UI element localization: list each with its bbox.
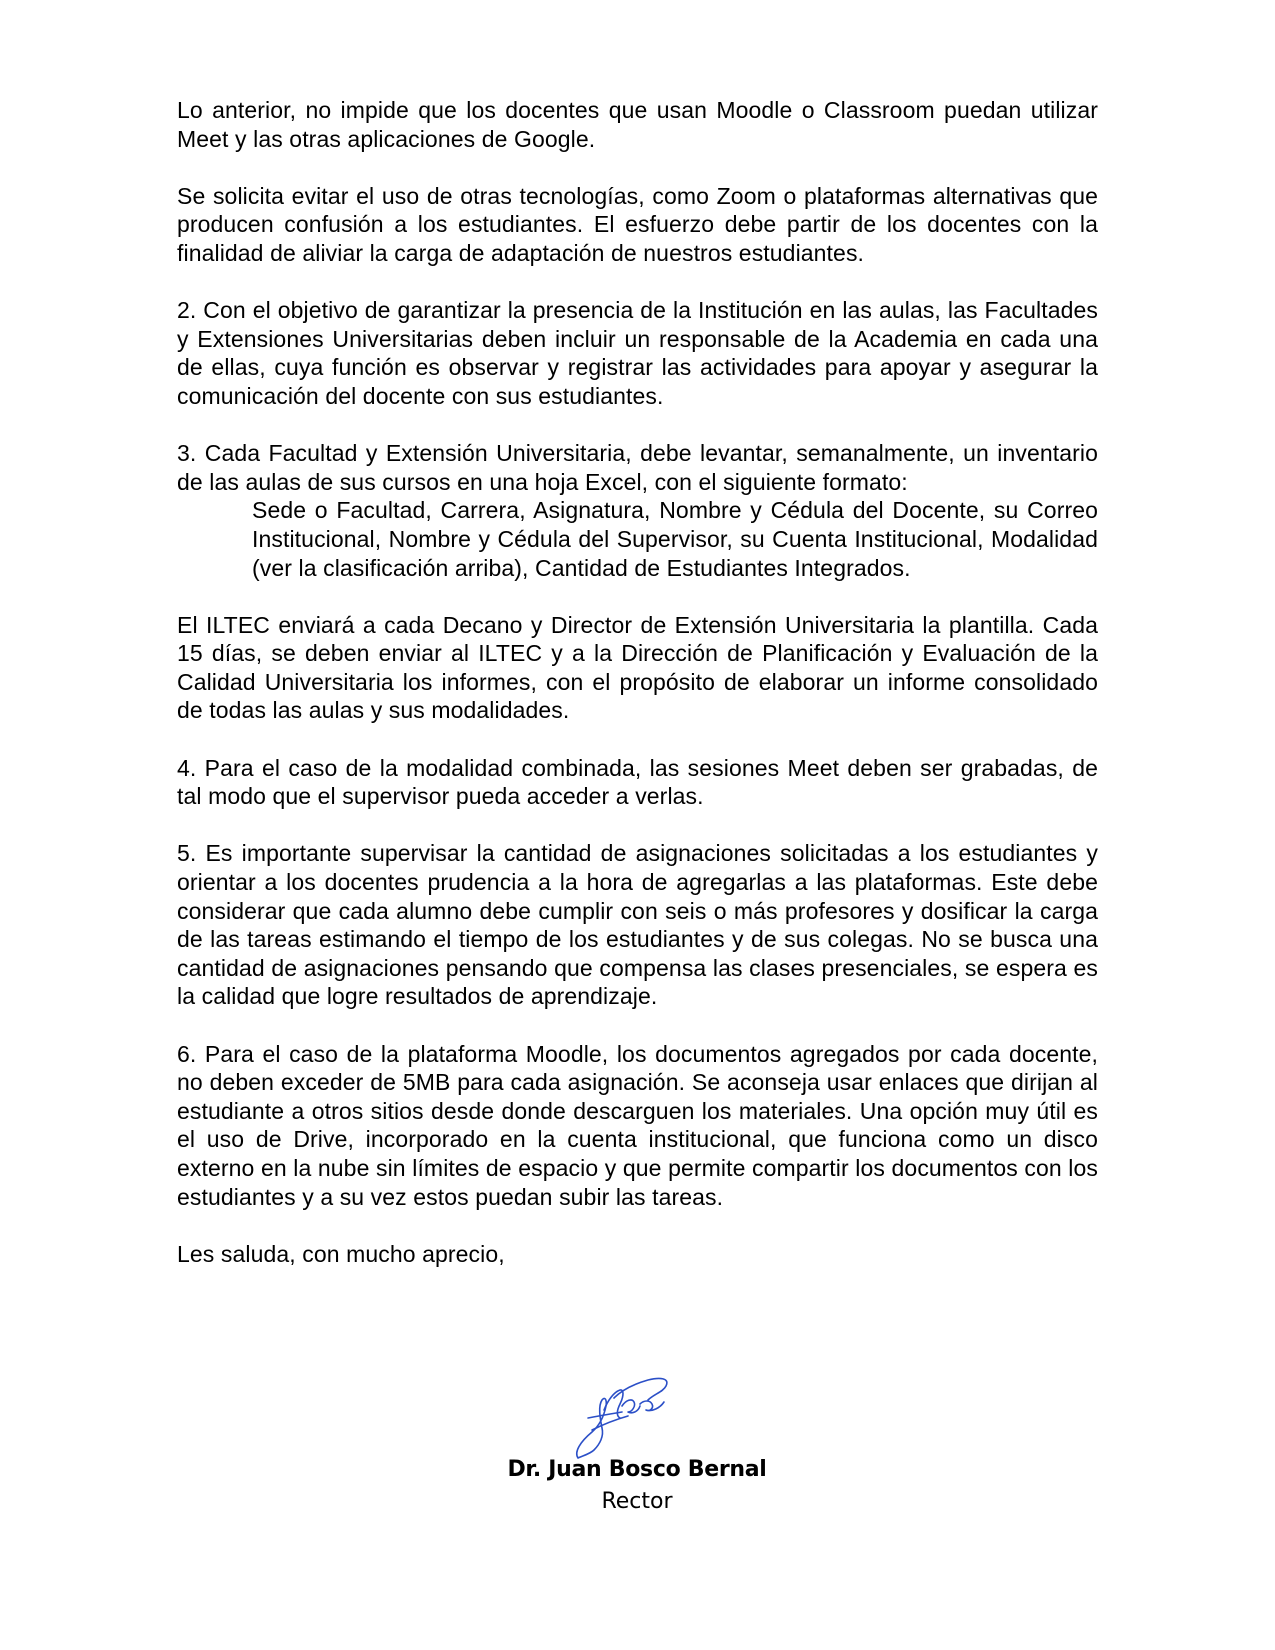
paragraph-point-4: 4. Para el caso de la modalidad combinada, las sesiones Meet deben ser grabadas, de tal modo que el supervisor pueda acceder a verlas. bbox=[177, 754, 1098, 810]
letter-body bbox=[177, 96, 1098, 1268]
paragraph-point-2: 2. Con el objetivo de garantizar la presencia de la Institución en las aulas, las Facultades y Extensiones Universitarias deben incluir un responsable de la Academia en cada una de ellas, cuya función es observar y registrar las actividades para apoyar y asegurar la comunicación del docente con sus estudiantes. bbox=[177, 297, 1098, 409]
paragraph-avoid-other-tech: Se solicita evitar el uso de otras tecnologías, como Zoom o plataformas alternativas que producen confusión a los estudiantes. El esfuerzo debe partir de los docentes con la finalidad de aliviar la carga de adaptación de nuestros estudiantes. bbox=[177, 182, 1098, 266]
signer-title: Rector bbox=[601, 1489, 673, 1514]
paragraph-point-3: 3. Cada Facultad y Extensión Universitaria, debe levantar, semanalmente, un inventario de las aulas de sus cursos en una hoja Excel, con el siguiente formato: bbox=[177, 440, 1098, 495]
closing-line: Les saluda, con mucho aprecio, bbox=[177, 1240, 505, 1267]
paragraph-point-6: 6. Para el caso de la plataforma Moodle, los documentos agregados por cada docente, no deben exceder de 5MB para cada asignación. Se aconseja usar enlaces que dirijan al estudiante a otros sitios desde donde descarguen los materiales. Una opción muy útil es el uso de Drive, incorporado en la cuenta institucional, que funciona como un disco externo en la nube sin límites de espacio y que permite compartir los documentos con los estudiantes y a su vez estos puedan subir las tareas. bbox=[177, 1040, 1098, 1210]
paragraph-point-3-format: Sede o Facultad, Carrera, Asignatura, Nombre y Cédula del Docente, su Correo Institucional, Nombre y Cédula del Supervisor, su Cuenta Institucional, Modalidad (ver la clasificación arriba), Cantidad de Estudiantes Integrados. bbox=[252, 497, 1098, 581]
paragraph-iltec-template: El ILTEC enviará a cada Decano y Director de Extensión Universitaria la plantilla. Cada 15 días, se deben enviar al ILTEC y a la Dirección de Planificación y Evaluación de la Calidad Universitaria los informes, con el propósito de elaborar un informe consolidado de todas las aulas y sus modalidades. bbox=[177, 611, 1098, 724]
signer-name: Dr. Juan Bosco Bernal bbox=[507, 1457, 767, 1482]
signer-block bbox=[437, 1455, 837, 1519]
paragraph-point-5: 5. Es importante supervisar la cantidad de asignaciones solicitadas a los estudiantes y orientar a los docentes prudencia a la hora de agregarlas a las plataformas. Este debe considerar que cada alumno debe cumplir con seis o más profesores y dosificar la carga de las tareas estimando el tiempo de los estudiantes y de sus colegas. No se busca una cantidad de asignaciones pensando que compensa las clases presenciales, se espera es la calidad que logre resultados de aprendizaje. bbox=[177, 840, 1098, 1010]
handwritten-signature bbox=[570, 1370, 690, 1465]
paragraph-meet-usage: Lo anterior, no impide que los docentes que usan Moodle o Classroom puedan utilizar Meet y las otras aplicaciones de Google. bbox=[177, 97, 1098, 152]
